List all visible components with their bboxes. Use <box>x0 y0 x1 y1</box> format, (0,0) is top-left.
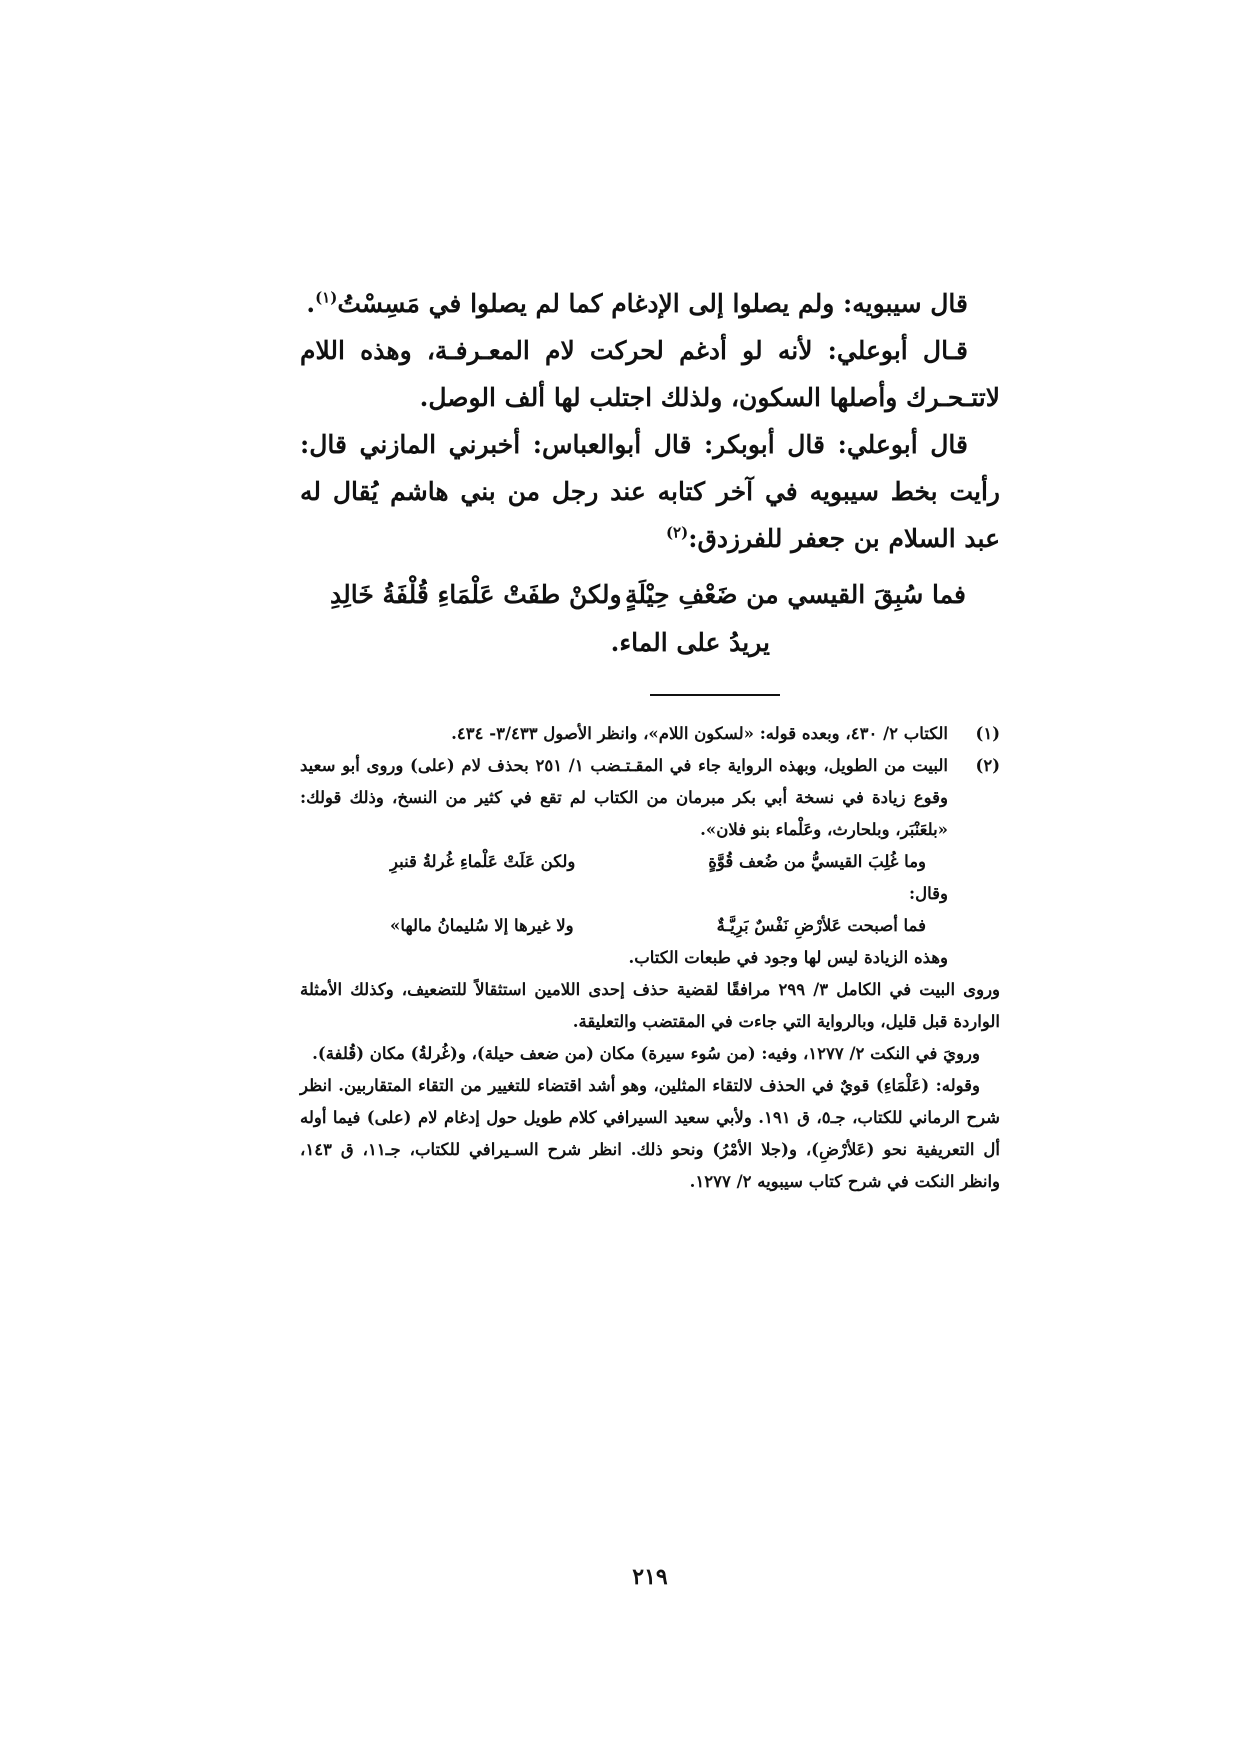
verse-explanation: يريدُ على الماء. <box>610 628 770 657</box>
footnote-verse-1 <box>300 846 948 878</box>
verse-second-hemistich: ولا غيرها إلا سُليمانُ مالها» <box>390 916 574 935</box>
footnote-verse-2 <box>300 910 948 942</box>
paragraph-abu-ali: قـال أبوعلي: لأنه لو أدغم لحركت لام المعـرفـة، وهذه اللام لاتتـحـرك وأصلها السكون، ولذلك اجتلب لها ألف الوصل. <box>300 336 1000 412</box>
verse-block <box>300 570 1000 666</box>
verse-second-hemistich: ولكن عَلَتْ عَلْماءِ غُرلةُ قنبرِ <box>390 852 576 871</box>
paragraph-sibawayh: قال سيبويه: ولم يصلوا إلى الإدغام كما لم يصلوا في مَسِسْتُ$^{(١)}$. <box>306 288 968 318</box>
footnote-ref-2: (٢) <box>665 523 689 542</box>
footnotes <box>300 718 1000 1198</box>
page-number: ٢١٩ <box>632 1564 668 1590</box>
footnote-text <box>300 750 948 974</box>
verse-second-hemistich: ولكنْ طفَتْ عَلْمَاءِ قُلْفَةُ خَالِدِ <box>330 580 622 609</box>
footnote-paragraph: البيت من الطويل، وبهذه الرواية جاء في المقـتـضب ١/ ٢٥١ بحذف لام (على) وروى أبو سعيد وقوع زيادة في نسخة أبي بكر مبرمان من الكتاب لم تقع في كثير من النسخ، وذلك قولك: «بلعَنْبَر، وبلحارث، وعَلْماء بنو فلان». <box>300 756 948 839</box>
footnote-ref-1: (١) <box>315 288 338 307</box>
footnote-divider <box>650 694 780 696</box>
book-page <box>300 280 1000 1700</box>
verse-first-hemistich: فما سُبِقَ القيسي من ضَعْفِ حِيْلَةٍ <box>624 580 966 609</box>
verse-first-hemistich: فما أصبحت عَلأرْضِ نَفْسٌ بَرِيَّـةٌ <box>716 916 926 935</box>
verse-first-hemistich: وما غُلِبَ القيسيُّ من ضُعف قُوَّةٍ <box>708 852 926 871</box>
footnote-said: وقال: <box>909 884 948 903</box>
main-text <box>300 280 1000 562</box>
footnote-continuation: ورويَ في النكت ٢/ ١٢٧٧، وفيه: (من سُوء سيرة) مكان (من ضعف حيلة)، و(غُرلةُ) مكان (قُلفة). <box>312 1044 980 1063</box>
footnote-paragraph: وهذه الزيادة ليس لها وجود في طبعات الكتاب. <box>628 948 948 967</box>
footnote-continuation: وروى البيت في الكامل ٣/ ٢٩٩ مرافقًا لقضية حذف إحدى اللامين استثقالاً للتضعيف، وكذلك الأمثلة الواردة قبل قليل، وبالرواية التي جاءت في المقتضب والتعليقة. <box>300 980 1001 1031</box>
footnote-1 <box>300 718 1000 750</box>
verse-line <box>300 570 1000 620</box>
footnote-number: (١) <box>975 724 1000 743</box>
paragraph-chain: قال أبوعلي: قال أبوبكر: قال أبوالعباس: أخبرني المازني قال: رأيت بخط سيبويه في آخر كتابه عند رجل من بني هاشم يُقال له عبد السلام بن جعفر للفرزدق:$^{(٢)}$ <box>300 430 1000 553</box>
footnote-number: (٢) <box>975 756 1000 775</box>
footnote-text: الكتاب ٢/ ٤٣٠، وبعده قوله: «لسكون اللام»، وانظر الأصول ٣/٤٣٣- ٤٣٤. <box>451 724 948 743</box>
footnote-2 <box>300 750 1000 974</box>
footnote-continuation: وقوله: (عَلْمَاءِ) قويٌ في الحذف لالتقاء المثلين، وهو أشد اقتضاء للتغيير من التقاء المتقاربين. انظر شرح الرماني للكتاب، جـ٥، ق ١٩١. ولأبي سعيد السيرافي كلام طويل حول إدغام لام (على) فيما أوله أل التعريفية نحو (عَلأرْضِ)، و(جلا الأمْرُ) ونحو ذلك. انظر شرح السـيرافي للكتاب، جـ١١، ق ١٤٣، وانظر النكت في شرح كتاب سيبويه ٢/ ١٢٧٧. <box>300 1076 1000 1191</box>
